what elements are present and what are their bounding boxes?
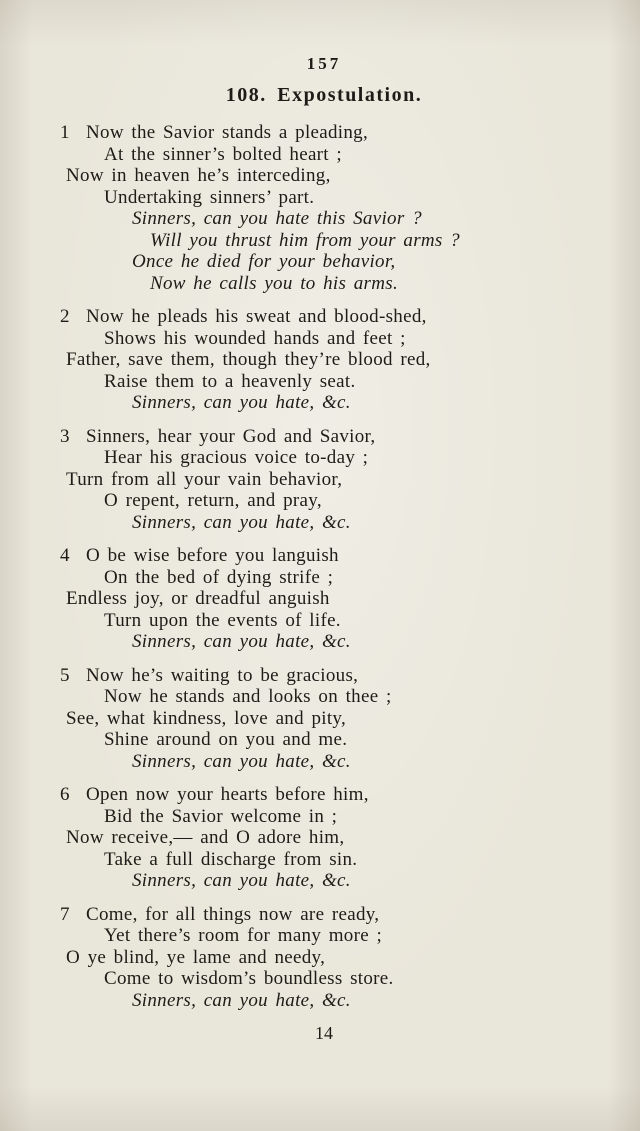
verse-line — [58, 904, 590, 926]
verse-number: 6 — [60, 784, 70, 805]
verse-line — [58, 306, 590, 328]
page-number: 157 — [306, 54, 342, 73]
verse-line: Endless joy, or dreadful anguish — [66, 588, 330, 609]
signature-mark: 14 — [315, 1023, 333, 1043]
refrain-line: Sinners, can you hate this Savior ? — [132, 208, 422, 229]
verse-number: 7 — [60, 903, 70, 925]
verse — [58, 122, 590, 294]
verse-line — [58, 665, 590, 687]
verse — [58, 545, 590, 653]
verse-line: Now he stands and looks on thee ; — [104, 686, 392, 707]
verse — [58, 784, 590, 892]
verse-number: 4 — [60, 545, 70, 566]
verse-line-text: Sinners, hear your God and Savior, — [86, 425, 376, 447]
verse-line-text: Now the Savior stands a pleading, — [86, 122, 369, 143]
refrain-line: Sinners, can you hate, &c. — [132, 511, 351, 533]
verse-number: 2 — [60, 306, 70, 327]
verse-number: 1 — [60, 122, 70, 143]
verse-line: Shows his wounded hands and feet ; — [104, 327, 406, 349]
verse-line: Turn upon the events of life. — [104, 609, 341, 631]
verse-line — [58, 426, 590, 448]
verse-line — [58, 784, 590, 806]
verse-line: Hear his gracious voice to-day ; — [104, 447, 369, 468]
verse-line-text: Come, for all things now are ready, — [86, 903, 380, 925]
refrain-line: Sinners, can you hate, &c. — [132, 750, 351, 772]
refrain-line: Will you thrust him from your arms ? — [150, 229, 460, 251]
verse-line: Raise them to a heavenly seat. — [104, 370, 356, 392]
verse — [58, 426, 590, 534]
verse-number: 3 — [60, 425, 70, 447]
verse-line: O ye blind, ye lame and needy, — [66, 946, 326, 968]
verse-line: Father, save them, though they’re blood red, — [66, 349, 431, 370]
verse-line-text: Now he pleads his sweat and blood-shed, — [86, 306, 427, 327]
verse-line-text: Now he’s waiting to be gracious, — [86, 664, 359, 686]
verse-line — [58, 122, 590, 144]
refrain-line: Sinners, can you hate, &c. — [132, 631, 351, 652]
verse — [58, 665, 590, 773]
verse-line-text: O be wise before you languish — [86, 545, 339, 566]
verse-line: Bid the Savior welcome in ; — [104, 805, 338, 827]
verse-line — [58, 545, 590, 567]
refrain-line: Sinners, can you hate, &c. — [132, 392, 351, 413]
verses — [58, 122, 590, 1011]
verse-line: See, what kindness, love and pity, — [66, 707, 347, 729]
verse-line: Take a full discharge from sin. — [104, 848, 358, 870]
verse — [58, 904, 590, 1012]
hymn-name: Expostulation. — [277, 84, 423, 106]
refrain-line: Now he calls you to his arms. — [150, 272, 399, 294]
hymn-number: 108. — [225, 84, 267, 106]
verse-line: Now receive,— and O adore him, — [66, 827, 345, 848]
verse-line: On the bed of dying strife ; — [104, 566, 334, 588]
hymn-title — [58, 84, 590, 107]
verse-line: Turn from all your vain behavior, — [66, 468, 343, 490]
verse-number: 5 — [60, 664, 70, 686]
verse-line: Come to wisdom’s boundless store. — [104, 968, 394, 989]
verse-line: Undertaking sinners’ part. — [104, 186, 315, 208]
verse-line: At the sinner’s bolted heart ; — [104, 143, 343, 165]
refrain-line: Sinners, can you hate, &c. — [132, 989, 351, 1011]
verse-line: Shine around on you and me. — [104, 729, 348, 750]
verse-line: O repent, return, and pray, — [104, 490, 322, 511]
verse-line: Now in heaven he’s interceding, — [66, 165, 331, 186]
refrain-line: Once he died for your behavior, — [132, 251, 396, 272]
verse-line: Yet there’s room for many more ; — [104, 925, 383, 946]
verse — [58, 306, 590, 414]
verse-line-text: Open now your hearts before him, — [86, 784, 369, 805]
refrain-line: Sinners, can you hate, &c. — [132, 870, 351, 891]
